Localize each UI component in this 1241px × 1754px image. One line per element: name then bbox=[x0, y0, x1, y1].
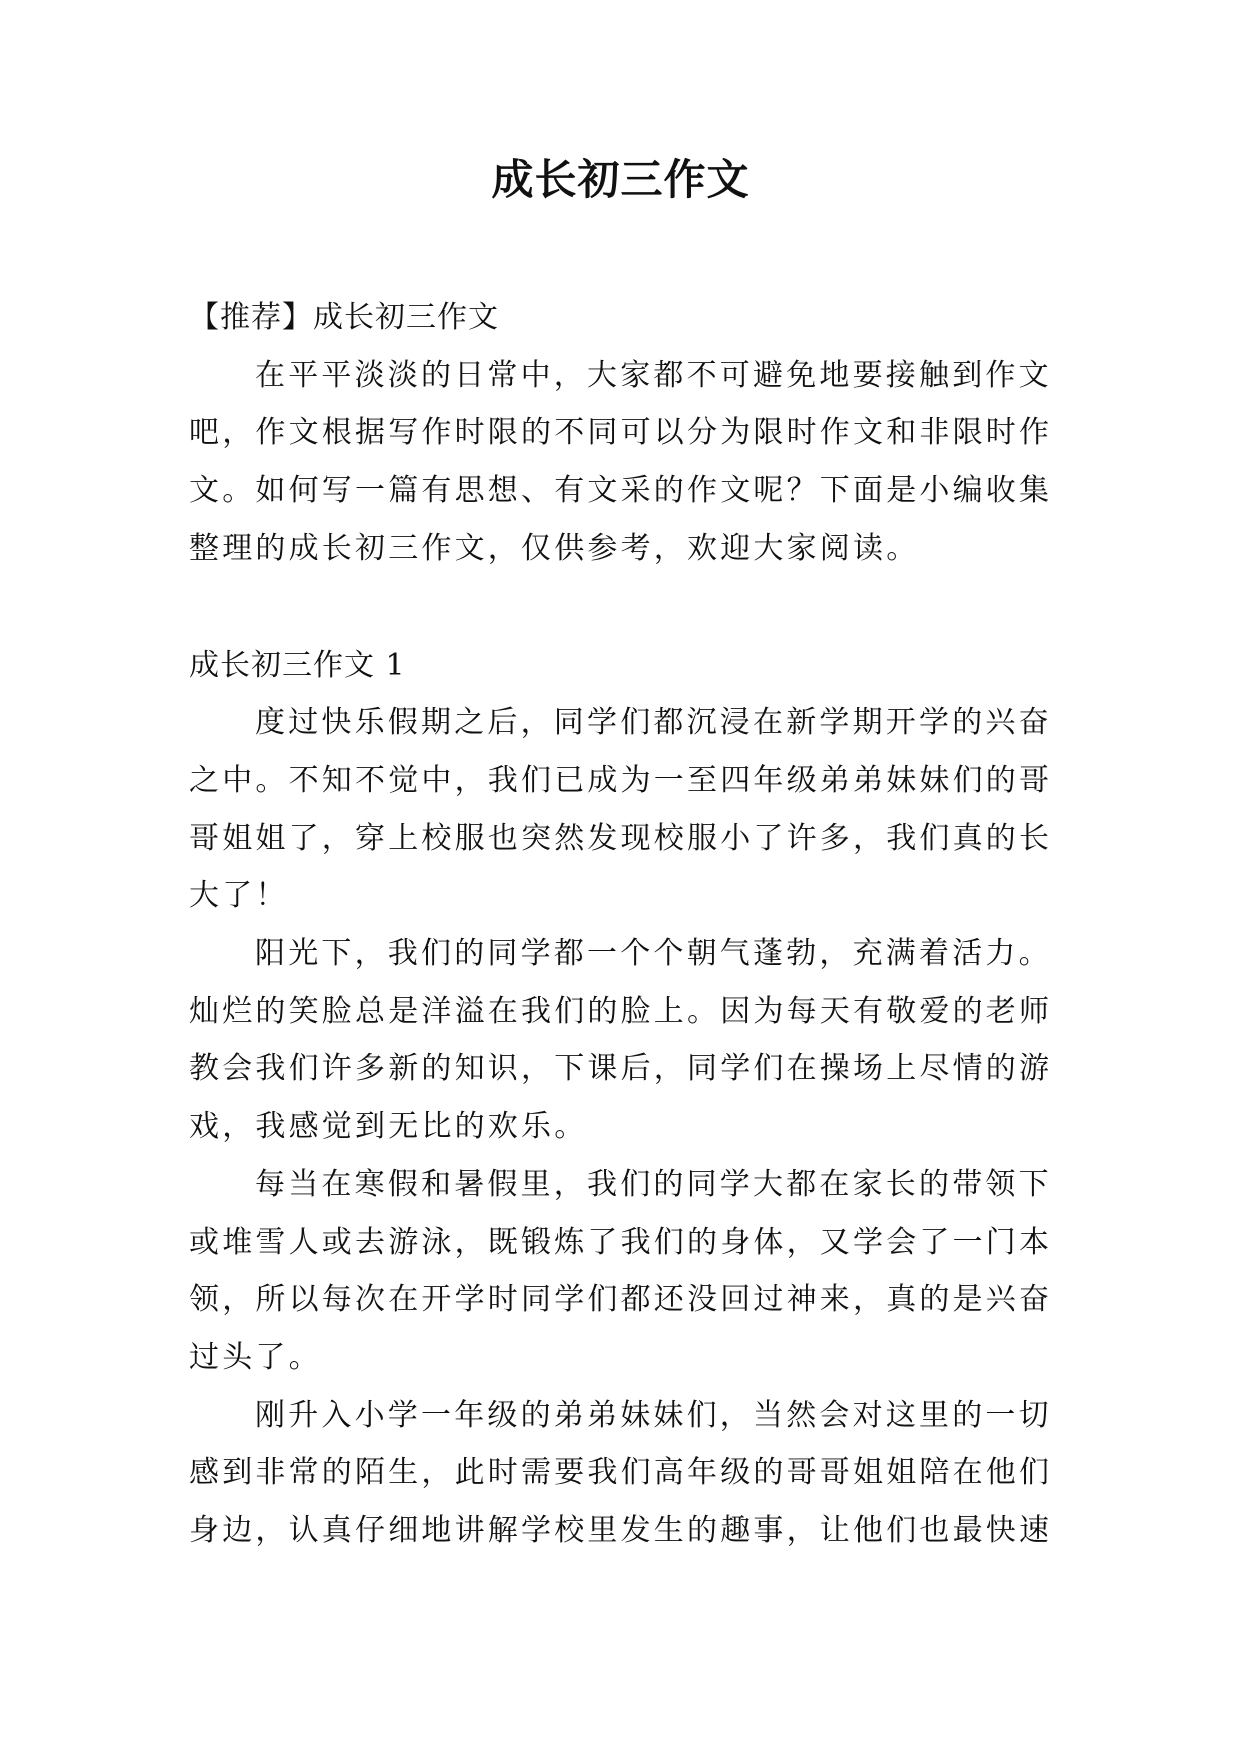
body-paragraph-2: 阳光下，我们的同学都一个个朝气蓬勃，充满着活力。灿烂的笑脸总是洋溢在我们的脸上。因为每天有敬爱的老师教会我们许多新的知识，下课后，同学们在操场上尽情的游戏，我感觉到无比的欢乐。 bbox=[189, 936, 1053, 1145]
document-body bbox=[189, 289, 1059, 1560]
section-heading: 成长初三作文 1 bbox=[189, 647, 406, 683]
body-paragraph-3: 每当在寒假和暑假里，我们的同学大都在家长的带领下或堆雪人或去游泳，既锻炼了我们的身体，又学会了一门本领，所以每次在开学时同学们都还没回过神来，真的是兴奋过头了。 bbox=[189, 1166, 1053, 1375]
document-title: 成长初三作文 bbox=[491, 155, 750, 204]
body-paragraph-1: 度过快乐假期之后，同学们都沉浸在新学期开学的兴奋之中。不知不觉中，我们已成为一至四年级弟弟妹妹们的哥哥姐姐了，穿上校服也突然发现校服小了许多，我们真的长大了！ bbox=[189, 705, 1053, 914]
body-paragraph-4: 刚升入小学一年级的弟弟妹妹们，当然会对这里的一切感到非常的陌生，此时需要我们高年级的哥哥姐姐陪在他们身边，认真仔细地讲解学校里发生的趣事，让他们也最快速 bbox=[189, 1397, 1053, 1549]
subtitle-line: 【推荐】成长初三作文 bbox=[189, 300, 499, 335]
intro-paragraph: 在平平淡淡的日常中，大家都不可避免地要接触到作文吧，作文根据写作时限的不同可以分为限时作文和非限时作文。如何写一篇有思想、有文采的作文呢？下面是小编收集整理的成长初三作文，仅供参考，欢迎大家阅读。 bbox=[189, 357, 1053, 566]
